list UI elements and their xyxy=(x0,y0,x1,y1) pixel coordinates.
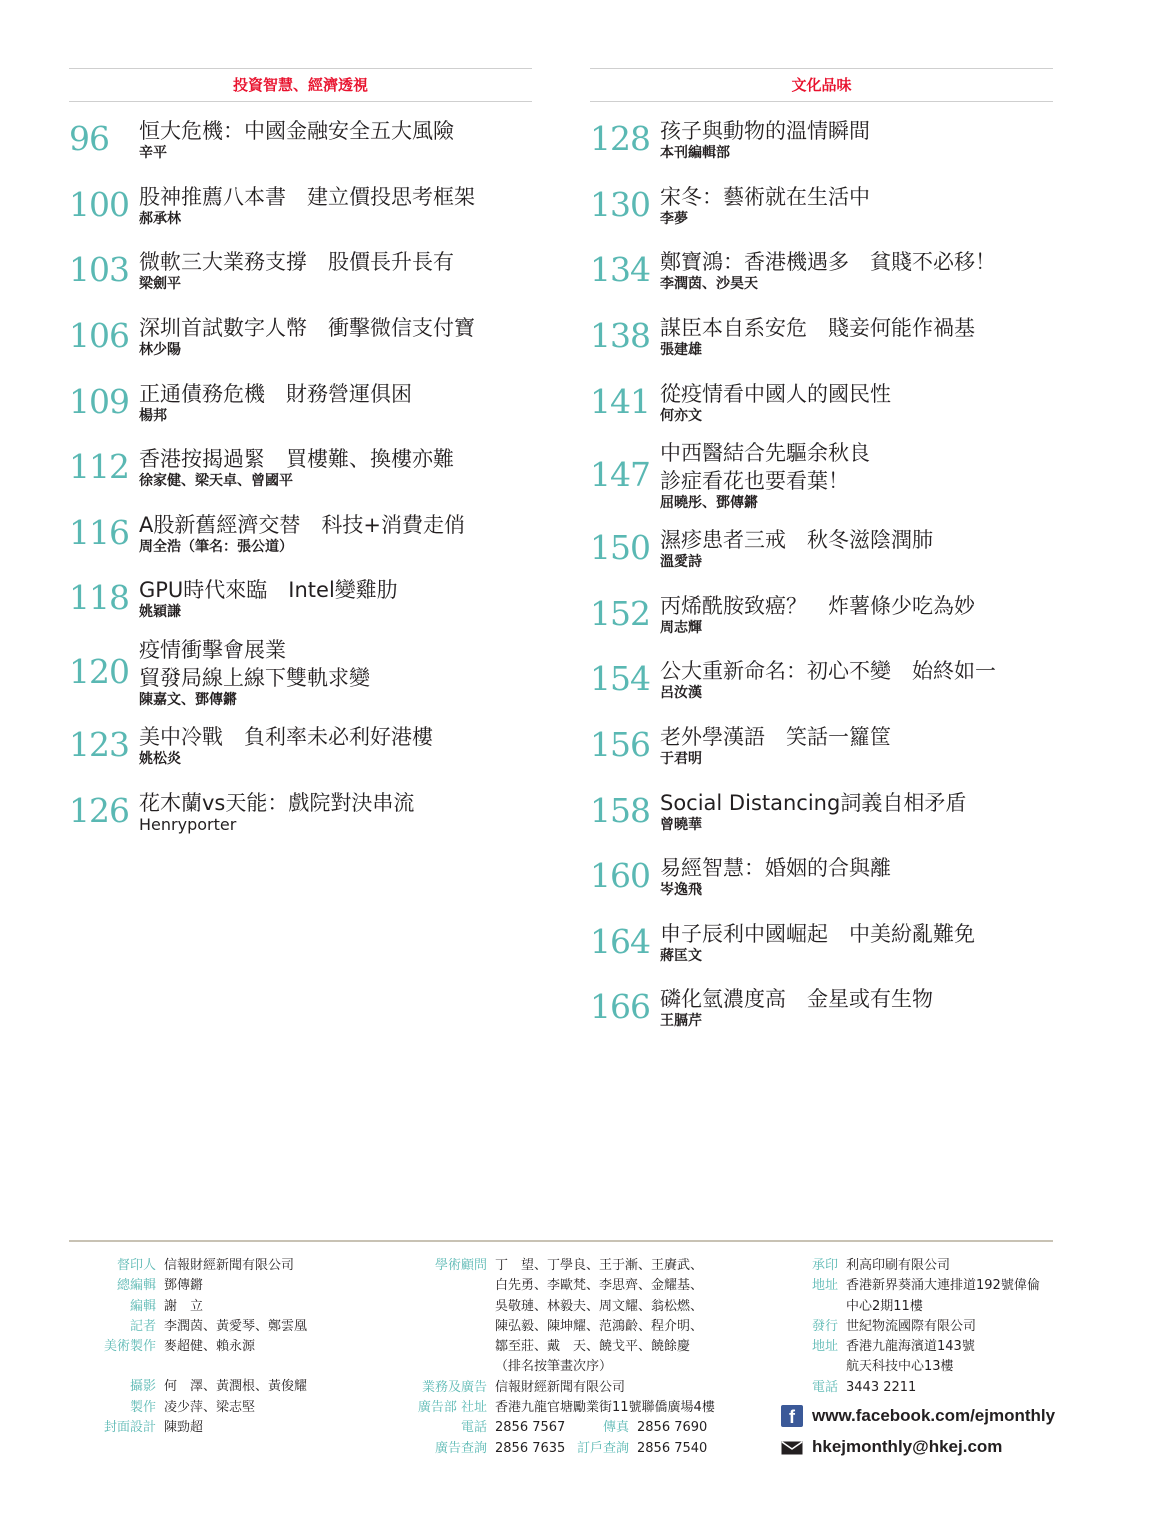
toc-entry[interactable] xyxy=(590,646,1053,712)
article-author: 于君明 xyxy=(660,751,702,768)
credit-row xyxy=(805,1337,1040,1357)
entry-text xyxy=(139,115,454,162)
entry-text xyxy=(660,312,975,359)
toc-entry[interactable] xyxy=(69,106,532,172)
section-heading: 文化品味 xyxy=(590,68,1053,102)
footer-divider xyxy=(69,1240,1053,1242)
credit-value: 信報財經新聞有限公司 xyxy=(495,1379,626,1395)
article-author: 李夢 xyxy=(660,210,688,227)
credit-row xyxy=(405,1439,715,1459)
toc-entry[interactable] xyxy=(69,237,532,303)
credit-row xyxy=(98,1357,307,1377)
article-author: 姚松炎 xyxy=(139,751,181,768)
email-address[interactable]: hkejmonthly@hkej.com xyxy=(812,1437,1003,1456)
credit-label: 承印 xyxy=(811,1258,838,1273)
credit-row xyxy=(405,1378,715,1398)
credit-row xyxy=(405,1398,715,1418)
page-number: 130 xyxy=(590,184,650,224)
toc-entries xyxy=(69,102,532,843)
credit-row xyxy=(98,1398,307,1418)
article-title: 老外學漢語 笑話一籮筐 xyxy=(660,725,891,750)
toc-entry[interactable] xyxy=(590,712,1053,778)
article-author: 曾曉華 xyxy=(660,816,702,833)
entry-text xyxy=(139,312,475,359)
article-author: 林少陽 xyxy=(139,342,181,359)
credit-label: 總編輯 xyxy=(116,1278,156,1294)
article-author: 岑逸飛 xyxy=(660,882,702,899)
email-link[interactable] xyxy=(781,1437,1002,1457)
toc-entry[interactable] xyxy=(69,368,532,434)
credit-value: 陳弘毅、陳坤耀、范鴻齡、程介明、 xyxy=(495,1318,704,1334)
credit-label: 發行 xyxy=(811,1318,838,1334)
credit-row xyxy=(98,1256,307,1276)
credit-value: 世紀物流國際有限公司 xyxy=(846,1318,977,1334)
toc-entry[interactable] xyxy=(590,237,1053,303)
credit-label xyxy=(98,1357,156,1377)
entry-text xyxy=(660,590,975,637)
page-number: 134 xyxy=(590,250,650,290)
article-author: Henryporter xyxy=(139,814,237,834)
credit-value: 李潤茵、黃愛琴、鄭雲凰 xyxy=(164,1318,308,1334)
article-title: GPU時代來臨 Intel變雞肋 xyxy=(139,578,398,603)
article-title: Social Distancing詞義自相矛盾 xyxy=(660,790,967,815)
credit-value: （排名按筆畫次序） xyxy=(495,1359,613,1375)
credit-row xyxy=(805,1256,1040,1276)
toc-entry[interactable] xyxy=(590,909,1053,975)
article-title: 鄭寶鴻：香港機遇多 貧賤不必移！ xyxy=(660,250,996,275)
toc-entry[interactable] xyxy=(590,581,1053,647)
credits-advisors xyxy=(405,1256,715,1459)
toc-entry[interactable] xyxy=(69,303,532,369)
entry-text xyxy=(660,115,870,162)
credit-value: 鄧傳鏘 xyxy=(164,1278,204,1294)
entry-text xyxy=(139,574,398,621)
credit-row xyxy=(98,1276,307,1296)
article-author: 呂汝漢 xyxy=(660,685,702,702)
article-title: 中西醫結合先驅余秋良 診症看花也要看葉！ xyxy=(660,440,870,493)
toc-entry[interactable] xyxy=(69,434,532,500)
article-title: 疫情衝擊會展業 貿發局線上線下雙軌求變 xyxy=(139,637,370,690)
credit-label: 電話 xyxy=(811,1379,838,1395)
entry-text xyxy=(660,246,996,293)
credit-label xyxy=(405,1276,487,1296)
article-author: 楊邦 xyxy=(139,407,167,424)
page-number: 166 xyxy=(590,987,650,1027)
entry-text xyxy=(139,634,370,709)
page-number: 112 xyxy=(69,447,129,487)
article-title: 正通債務危機 財務營運俱困 xyxy=(139,381,412,406)
page-number: 103 xyxy=(69,250,129,290)
article-title: 丙烯酰胺致癌？ 炸薯條少吃為妙 xyxy=(660,593,975,618)
credit-label: 業務及廣告 xyxy=(421,1379,487,1395)
page-number: 147 xyxy=(590,454,650,494)
credit-value: 2856 7635 xyxy=(495,1440,566,1456)
credit-row xyxy=(805,1297,1040,1317)
entry-text xyxy=(660,918,975,965)
toc-entry[interactable] xyxy=(590,368,1053,434)
credit-label xyxy=(805,1297,838,1317)
credit-value: 信報財經新聞有限公司 xyxy=(164,1258,295,1273)
toc-entry[interactable] xyxy=(590,434,1053,515)
page-number: 158 xyxy=(590,790,650,830)
article-author: 屈曉彤、鄧傳鏘 xyxy=(660,494,758,511)
article-author: 溫愛詩 xyxy=(660,554,702,571)
entry-text xyxy=(660,852,891,899)
entry-text xyxy=(139,443,454,490)
credit-value: 陳勁超 xyxy=(164,1420,204,1436)
page-number: 106 xyxy=(69,316,129,356)
credit-row xyxy=(405,1337,715,1357)
toc-entry[interactable] xyxy=(590,172,1053,238)
credit-value: 丁 望、丁學良、王于漸、王賡武、 xyxy=(495,1258,704,1273)
article-title: 孩子與動物的溫情瞬間 xyxy=(660,119,870,144)
article-author: 陳嘉文、鄧傳鏘 xyxy=(139,691,237,708)
entry-text xyxy=(660,524,933,571)
credit-label: 督印人 xyxy=(116,1258,156,1273)
toc-entry[interactable] xyxy=(590,106,1053,172)
entry-text xyxy=(660,378,891,425)
credit-label: 廣告查詢 xyxy=(434,1440,487,1456)
toc-column-investment xyxy=(69,68,532,843)
entry-text xyxy=(660,437,870,512)
page-number: 100 xyxy=(69,184,129,224)
credit-value: 何 澤、黃潤根、黃俊耀 xyxy=(164,1379,308,1395)
credit-value: 香港九龍海濱道143號 xyxy=(846,1339,975,1355)
entry-text xyxy=(660,983,933,1030)
article-title: 濕疹患者三戒 秋冬滋陰潤肺 xyxy=(660,528,933,553)
page-number: 154 xyxy=(590,659,650,699)
entry-text xyxy=(660,181,870,228)
toc-entry[interactable] xyxy=(69,565,532,631)
credit-label: 廣告部 社址 xyxy=(417,1400,487,1416)
envelope-icon xyxy=(781,1440,803,1454)
facebook-url[interactable]: www.facebook.com/ejmonthly xyxy=(812,1406,1056,1425)
credit-value: 2856 7690 xyxy=(637,1420,708,1436)
credit-value: 中心2期11樓 xyxy=(846,1298,923,1314)
toc-entry[interactable] xyxy=(590,303,1053,369)
article-author: 徐家健、梁天卓、曾國平 xyxy=(139,473,293,490)
credit-value: 2856 7567 xyxy=(495,1420,566,1436)
page-number: 123 xyxy=(69,725,129,765)
article-title: 謀臣本自系安危 賤妾何能作禍基 xyxy=(660,316,975,341)
page-number: 118 xyxy=(69,578,129,618)
toc-entry[interactable] xyxy=(69,500,532,566)
article-author: 梁劍平 xyxy=(139,276,181,293)
credit-row xyxy=(405,1357,715,1377)
entry-text xyxy=(139,181,475,228)
toc-entry[interactable] xyxy=(69,777,532,843)
page-number: 160 xyxy=(590,856,650,896)
article-title: 花木蘭vs天能：戲院對決串流 xyxy=(139,790,415,815)
credit-row xyxy=(405,1256,715,1276)
page-number: 109 xyxy=(69,381,129,421)
credit-row xyxy=(405,1317,715,1337)
article-title: 申子辰利中國崛起 中美紛亂難免 xyxy=(660,921,975,946)
credit-label: 學術顧問 xyxy=(434,1258,487,1273)
page-number: 120 xyxy=(69,651,129,691)
credit-value: 香港新界葵涌大連排道192號偉倫 xyxy=(846,1278,1040,1294)
article-author: 蔣匡文 xyxy=(660,947,702,964)
article-title: 深圳首試數字人幣 衝擊微信支付寶 xyxy=(139,316,475,341)
credit-value: 吳敬璉、林毅夫、周文耀、翁松燃、 xyxy=(495,1298,704,1314)
article-title: 從疫情看中國人的國民性 xyxy=(660,381,891,406)
toc-column-culture xyxy=(590,68,1053,1040)
toc-entry[interactable] xyxy=(590,974,1053,1040)
credit-value: 利高印刷有限公司 xyxy=(846,1258,951,1273)
page-number: 150 xyxy=(590,528,650,568)
article-title: 股神推薦八本書 建立價投思考框架 xyxy=(139,184,475,209)
entry-text xyxy=(660,787,966,834)
credit-label xyxy=(805,1357,838,1377)
article-author: 王膈芹 xyxy=(660,1013,702,1030)
credit-row xyxy=(805,1357,1040,1377)
article-title: 公大重新命名：初心不變 始終如一 xyxy=(660,659,996,684)
page-number: 116 xyxy=(69,512,129,552)
entry-text xyxy=(660,721,891,768)
article-title: 微軟三大業務支撐 股價長升長有 xyxy=(139,250,454,275)
page-number: 156 xyxy=(590,725,650,765)
credit-row xyxy=(98,1418,307,1438)
entry-text xyxy=(660,655,996,702)
facebook-link[interactable] xyxy=(781,1405,1055,1427)
credit-label: 傳真 xyxy=(602,1420,629,1436)
toc-entry[interactable] xyxy=(69,631,532,712)
credit-label xyxy=(405,1297,487,1317)
credit-value: 麥超健、賴永源 xyxy=(164,1339,256,1355)
credit-value: 3443 2211 xyxy=(846,1379,917,1395)
article-author: 何亦文 xyxy=(660,407,702,424)
credit-row xyxy=(98,1337,307,1357)
section-heading: 投資智慧、經濟透視 xyxy=(69,68,532,102)
entry-text xyxy=(139,787,414,834)
credit-row xyxy=(405,1418,715,1438)
article-author: 辛平 xyxy=(139,145,167,162)
toc-entry[interactable] xyxy=(590,843,1053,909)
page-number: 128 xyxy=(590,119,650,159)
credit-value: 2856 7540 xyxy=(637,1440,708,1456)
credit-row xyxy=(805,1378,1040,1398)
page-number: 164 xyxy=(590,921,650,961)
article-author: 周志輝 xyxy=(660,619,702,636)
toc-entry[interactable] xyxy=(69,712,532,778)
credit-row xyxy=(805,1317,1040,1337)
credit-label xyxy=(405,1337,487,1357)
article-author: 姚穎謙 xyxy=(139,604,181,621)
toc-entry[interactable] xyxy=(590,777,1053,843)
toc-entry[interactable] xyxy=(590,515,1053,581)
credit-value: 航天科技中心13樓 xyxy=(846,1359,954,1375)
credits-staff xyxy=(98,1256,307,1438)
facebook-icon: f xyxy=(781,1405,803,1427)
article-author: 周全浩（筆名：張公道） xyxy=(139,538,293,555)
credit-label: 封面設計 xyxy=(103,1420,156,1436)
article-author: 郝承林 xyxy=(139,210,181,227)
credit-label: 記者 xyxy=(129,1318,156,1334)
credits-printing xyxy=(805,1256,1040,1398)
article-title: 易經智慧：婚姻的合與離 xyxy=(660,856,891,881)
entry-text xyxy=(139,721,433,768)
article-title: 香港按揭過緊 買樓難、換樓亦難 xyxy=(139,447,454,472)
credit-value: 白先勇、李歐梵、李思齊、金耀基、 xyxy=(495,1278,704,1294)
credit-label: 地址 xyxy=(811,1278,838,1294)
page-number: 141 xyxy=(590,381,650,421)
page-number: 138 xyxy=(590,316,650,356)
credit-value xyxy=(156,1357,164,1377)
article-title: 美中冷戰 負利率未必利好港樓 xyxy=(139,725,433,750)
credit-row xyxy=(405,1276,715,1296)
toc-entries xyxy=(590,102,1053,1040)
entry-text xyxy=(139,246,454,293)
entry-text xyxy=(139,378,412,425)
credit-label: 製作 xyxy=(129,1399,156,1415)
page-number: 152 xyxy=(590,593,650,633)
credit-label: 電話 xyxy=(460,1420,487,1436)
page-number: 96 xyxy=(69,119,109,159)
article-title: 恒大危機：中國金融安全五大風險 xyxy=(139,119,454,144)
credit-value: 鄒至莊、戴 天、饒戈平、饒餘慶 xyxy=(495,1339,691,1355)
article-title: 宋冬：藝術就在生活中 xyxy=(660,184,870,209)
credit-row xyxy=(805,1276,1040,1296)
toc-entry[interactable] xyxy=(69,172,532,238)
credit-value: 謝 立 xyxy=(164,1298,204,1314)
entry-text xyxy=(139,509,465,556)
article-title: A股新舊經濟交替 科技+消費走俏 xyxy=(139,512,465,537)
credit-value: 香港九龍官塘勵業街11號聯僑廣場4樓 xyxy=(495,1400,715,1416)
credit-label xyxy=(405,1357,487,1377)
credit-row xyxy=(98,1377,307,1397)
article-author: 張建雄 xyxy=(660,342,702,359)
credit-label: 美術製作 xyxy=(103,1339,156,1355)
credit-value: 凌少萍、梁志堅 xyxy=(164,1399,256,1415)
credit-label: 地址 xyxy=(811,1339,838,1355)
credit-label: 編輯 xyxy=(129,1298,156,1314)
article-author: 本刊編輯部 xyxy=(660,145,730,162)
article-title: 磷化氫濃度高 金星或有生物 xyxy=(660,987,933,1012)
credit-row xyxy=(98,1297,307,1317)
page-number: 126 xyxy=(69,790,129,830)
credit-label xyxy=(405,1317,487,1337)
article-author: 李潤茵、沙昊天 xyxy=(660,276,758,293)
credit-label: 訂戶查詢 xyxy=(576,1440,629,1456)
credit-row xyxy=(98,1317,307,1337)
credit-row xyxy=(405,1297,715,1317)
credit-label: 攝影 xyxy=(129,1379,156,1395)
